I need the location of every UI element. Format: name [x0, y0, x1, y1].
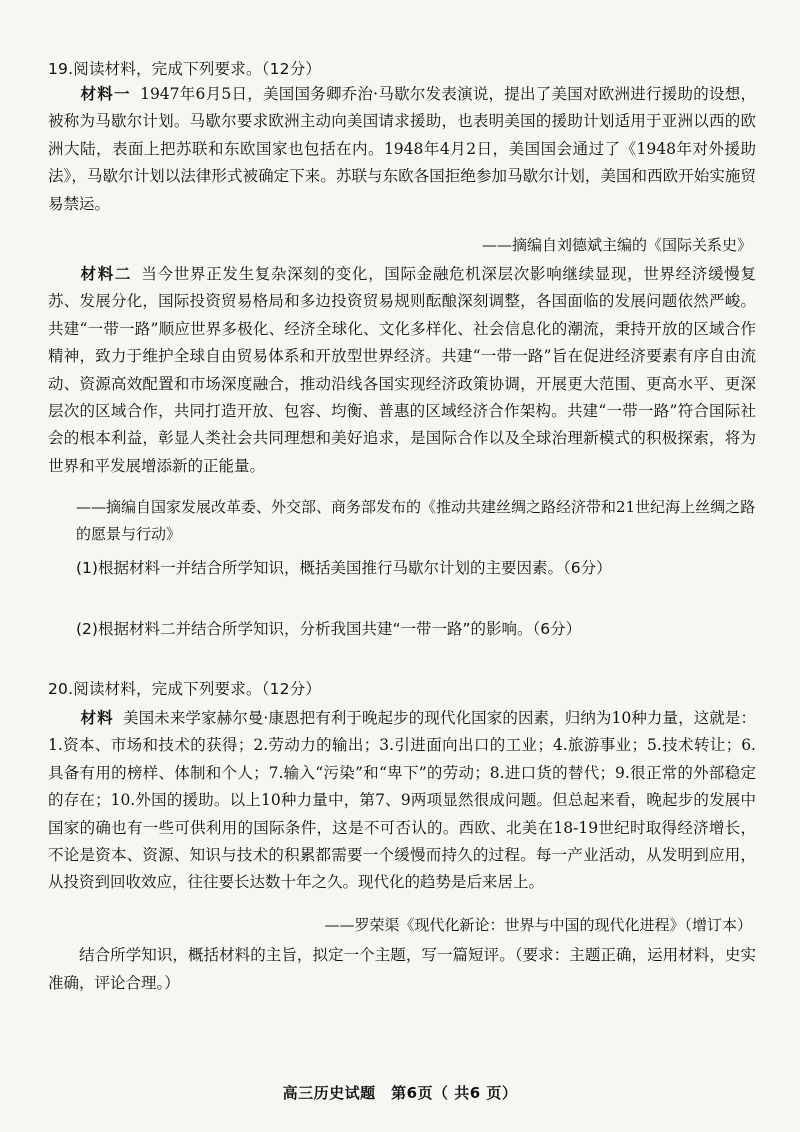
q19-subquestion-2: (2)根据材料二并结合所学知识，分析我国共建“一带一路”的影响。（6分） [76, 620, 582, 638]
q19-subquestion-1: (1)根据材料一并结合所学知识，概括美国推行马歇尔计划的主要因素。（6分） [76, 559, 612, 577]
question-19-heading: 19.阅读材料，完成下列要求。（12分） [48, 60, 322, 78]
material-2-source: ——摘编自国家发展改革委、外交部、商务部发布的《推动共建丝绸之路经济带和21世纪海上丝绸之路的愿景与行动》 [76, 498, 756, 543]
q19-material-2 [48, 260, 756, 480]
material-1-text: 1947年6月5日，美国国务卿乔治·马歇尔发表演说，提出了美国对欧洲进行援助的设想，被称为马歇尔计划。马歇尔要求欧洲主动向美国请求援助，也表明美国的援助计划适用于亚洲以西的欧洲大陆，表面上把苏联和东欧国家也包括在内。1948年4月2日，美国国会通过了《1948年对外援助法》，马歇尔计划以法律形式被确定下来。苏联与东欧各国拒绝参加马歇尔计划，美国和西欧开始实施贸易禁运。 [48, 85, 756, 213]
material-2-text: 当今世界正发生复杂深刻的变化，国际金融危机深层次影响继续显现，世界经济缓慢复苏、发展分化，国际投资贸易格局和多边投资贸易规则酝酿深刻调整，各国面临的发展问题依然严峻。共建“一带一路”顺应世界多极化、经济全球化、文化多样化、社会信息化的潮流，秉持开放的区域合作精神，致力于维护全球自由贸易体系和开放型世界经济。共建“一带一路”旨在促进经济要素有序自由流动、资源高效配置和市场深度融合，推动沿线各国实现经济政策协调，开展更大范围、更高水平、更深层次的区域合作，共同打造开放、包容、均衡、普惠的区域经济合作架构。共建“一带一路”符合国际社会的根本利益，彰显人类社会共同理想和美好追求，是国际合作以及全球治理新模式的积极探索，将为世界和平发展增添新的正能量。 [48, 265, 756, 475]
material-1-label: 材料一 [80, 84, 131, 103]
q20-material [48, 704, 756, 897]
material-2-label: 材料二 [80, 264, 133, 283]
page-footer: 高三历史试题 第6页（ 共6 页） [282, 1084, 518, 1102]
q20-instruction: 结合所学知识，概括材料的主旨，拟定一个主题，写一篇短评。（要求：主题正确，运用材料，史实准确，评论合理。） [48, 946, 756, 992]
q20-material-label: 材料 [80, 708, 114, 727]
q20-material-text: 美国未来学家赫尔曼·康恩把有利于晚起步的现代化国家的因素，归纳为10种力量，这就是：1.资本、市场和技术的获得；2.劳动力的输出；3.引进面向出口的工业；4.旅游事业；5.技术转让；6.具备有用的榜样、体制和个人；7.输入“污染”和“卑下”的劳动；8.进口货的替代；9.很正常的外部稳定的存在；10.外国的援助。以上10种力量中，第7、9两项显然很成问题。但总起来看，晚起步的发展中国家的确也有一些可供利用的国际条件，这是不可否认的。西欧、北美在18-19世纪时取得经济增长，不论是资本、资源、知识与技术的积累都需要一个缓慢而持久的过程。每一产业活动，从发明到应用，从投资到回收效应，往往要长达数十年之久。现代化的趋势是后来居上。 [48, 709, 756, 892]
q20-material-source: ——罗荣渠《现代化新论：世界与中国的现代化进程》（增订本） [324, 916, 752, 934]
q19-material-1 [48, 80, 756, 218]
question-20-heading: 20.阅读材料，完成下列要求。（12分） [48, 680, 322, 698]
material-1-source: ——摘编自刘德斌主编的《国际关系史》 [481, 236, 752, 254]
